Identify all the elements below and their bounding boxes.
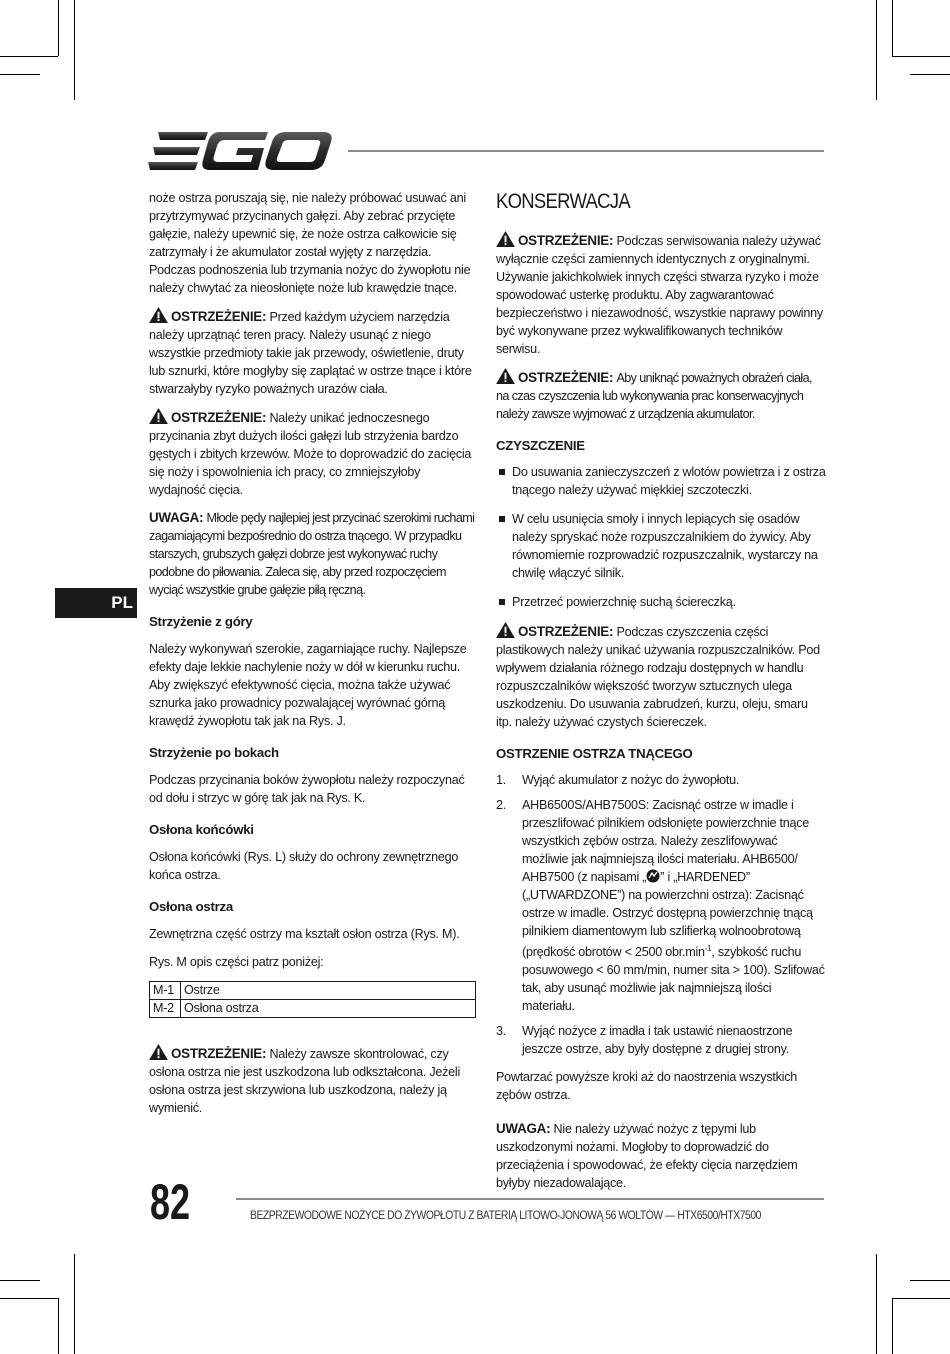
- crop-mark: [0, 56, 58, 57]
- table-row: [150, 982, 476, 1000]
- warning-paragraph: [496, 231, 826, 358]
- warning-label: OSTRZEŻENIE:: [171, 410, 267, 425]
- warning-triangle-icon: [496, 622, 515, 638]
- parts-table: [149, 981, 476, 1018]
- warning-paragraph: [149, 1044, 477, 1117]
- warning-label: OSTRZEŻENIE:: [518, 233, 614, 248]
- cleaning-list: [496, 463, 826, 611]
- subheading-blade-guard: Osłona ostrza: [149, 899, 233, 914]
- crop-mark: [0, 1298, 58, 1299]
- bullet-square-icon: [499, 516, 505, 522]
- hardened-symbol-icon: [646, 869, 660, 883]
- right-column: [496, 189, 826, 1202]
- subheading-side-trimming: Strzyżenie po bokach: [149, 745, 279, 760]
- crop-mark: [892, 1298, 893, 1354]
- list-item: [496, 463, 826, 499]
- step-number: 3.: [496, 1024, 507, 1039]
- crop-mark: [0, 1280, 40, 1281]
- warning-text: Podczas serwisowania należy używać wyłącznie części zamiennych identycznych z oryginalnymi. Używanie jakichkolwiek innych części stwarza ryzyko i może spowodować usterkę produktu. Aby zagwarantować bezpieczeństwo i niezawodność, wszystkie naprawy powinny być wykonywane przez wykwalifikowanych techników serwisu.: [496, 234, 823, 356]
- repeat-paragraph: Powtarzać powyższe kroki aż do naostrzenia wszystkich zębów ostrza.: [496, 1070, 798, 1103]
- warning-triangle-icon: [496, 368, 515, 384]
- crop-mark: [58, 0, 59, 56]
- warning-text: Należy unikać jednoczesnego przycinania zbyt dużych ilości gałęzi lub strzyżenia bardzo gęstych i zbitych krzewów. Może to doprowadzić do zacięcia się noży i spowolnienia ich pracy, co zmniejszyłoby wydajność cięcia.: [149, 411, 472, 497]
- part-code: M-1: [150, 982, 181, 1000]
- list-item-text: Przetrzeć powierzchnię suchą ściereczką.: [512, 595, 736, 609]
- note-text: Nie należy używać nożyc z tępymi lub uszkodzonymi nożami. Mogłoby to doprowadzić do przeciążenia i spowodować, że efekty cięcia narzędziem byłyby niezadowalające.: [496, 1122, 798, 1191]
- note-label: UWAGA:: [149, 510, 204, 525]
- bullet-square-icon: [499, 469, 505, 475]
- warning-text: Aby uniknąć poważnych obrażeń ciała, na czas czyszczenia lub wykonywania prac konserwacyjnych należy zawsze wyjmować z urządzenia akumulator.: [496, 371, 812, 421]
- step-number: 2.: [496, 798, 507, 812]
- warning-label: OSTRZEŻENIE:: [518, 370, 614, 385]
- intro-paragraph: noże ostrza poruszają się, nie należy próbować usuwać ani przytrzymywać przycinanych gałęzi. Aby zebrać przycięte gałęzie, należy upewnić się, że noże ostrza całkowicie się zatrzymały i że akumulator został wyjęty z narzędzia. Podczas podnoszenia lub trzymania nożyc do żywopłotu nie należy chwytać za nieosłonięte noże lub krawędzie tnące.: [149, 191, 471, 295]
- side-trimming-paragraph: Podczas przycinania boków żywopłotu należy rozpoczynać od dołu i strzyc w górę tak jak na Rys. K.: [149, 773, 465, 805]
- crop-mark: [910, 74, 950, 75]
- warning-label: OSTRZEŻENIE:: [171, 1046, 267, 1061]
- note-paragraph: [149, 509, 477, 599]
- section-title: KONSERWACJA: [496, 190, 630, 213]
- part-name: Osłona ostrza: [181, 1000, 476, 1018]
- step-text: , szybkość ruchu posuwowego < 60 mm/min, numer sita > 100). Szlifować tak, aby usunąć możliwie jak najmniejszą ilości materiału.: [522, 945, 825, 1014]
- warning-paragraph: [149, 307, 477, 398]
- crop-mark: [0, 74, 40, 75]
- warning-paragraph: [496, 622, 826, 731]
- crop-mark: [876, 1254, 877, 1354]
- header-rule: [348, 150, 824, 152]
- list-item: [496, 771, 826, 789]
- subheading-cleaning: CZYSZCZENIE: [496, 438, 585, 453]
- crop-mark: [74, 0, 75, 100]
- superscript: -1: [704, 944, 712, 953]
- step-text: Wyjąć nożyce z imadła i tak ustawić nienaostrzone jeszcze ostrze, aby były dostępne z drugiej strony.: [522, 1024, 793, 1057]
- warning-text: Podczas czyszczenia części plastikowych należy unikać używania rozpuszczalników. Pod wpływem działania różnego rodzaju dostępnych w handlu rozpuszczalników większość tworzyw sztucznych ulega uszkodzeniu. Do usuwania zabrudzeń, kurzu, oleju, smaru itp. należy używać czystych ściereczek.: [496, 625, 820, 729]
- crop-mark: [892, 56, 950, 57]
- warning-paragraph: [496, 368, 826, 423]
- footer-rule: [236, 1198, 824, 1200]
- list-item: [496, 593, 826, 611]
- table-row: [150, 1000, 476, 1018]
- step-text: ” i „HARDENED” („UTWARDZONE”) na powierzchni ostrza): Zacisnąć ostrze w imadle. Ostrzyć dostępną powierzchnię tnącą pilnikiem diamentowym lub szlifierką wolnoobrotową (prędkość obrotów < 2500 obr.min: [522, 870, 813, 960]
- step-text: Wyjąć akumulator z nożyc do żywopłotu.: [522, 773, 740, 787]
- language-tab-label: PL: [111, 593, 133, 612]
- crop-mark: [910, 1280, 950, 1281]
- crop-mark: [58, 1298, 59, 1354]
- top-trimming-paragraph: Należy wykonywań szerokie, zagarniające ruchy. Najlepsze efekty daje lekkie nachylenie noży w dół w kierunku ruchu. Aby zwiększyć efektywność cięcia, można także używać sznurka jako prowadnicy pozwalającej wyrównać górną krawędź żywopłotu tak jak na Rys. J.: [149, 642, 467, 728]
- list-item: [496, 510, 826, 582]
- note-text: Młode pędy najlepiej jest przycinać szerokimi ruchami zagarniającymi bezpośrednio do ostrza tnącego. W przypadku starszych, grubszych gałęzi dobrze jest wykonywać ruchy podobne do piłowania. Zaleca się, aby przed rozpoczęciem wyciąć wszystkie grube gałęzie piłą ręczną.: [149, 511, 475, 597]
- bullet-square-icon: [499, 599, 505, 605]
- note-paragraph: [496, 1120, 826, 1192]
- crop-mark: [74, 1254, 75, 1354]
- left-column: [149, 189, 477, 1127]
- note-label: UWAGA:: [496, 1121, 551, 1137]
- crop-mark: [892, 1298, 950, 1299]
- crop-mark: [892, 0, 893, 56]
- step-text: AHB6500S/AHB7500S: Zacisnąć ostrze w imadle i przeszlifować pilnikiem odsłonięte powierzchnie tnące wszystkich zębów ostrza. Należy zeszlifowywać możliwie jak najmniejszą ilości materiału. AHB6500/ AHB7500 (z napisami „: [522, 798, 810, 884]
- warning-triangle-icon: [149, 307, 168, 323]
- subheading-sharpening: OSTRZENIE OSTRZA TNĄCEGO: [496, 746, 693, 761]
- page-number: 82: [150, 1174, 191, 1230]
- list-item: [496, 796, 826, 1015]
- list-item: [496, 1022, 826, 1058]
- warning-text: Należy zawsze skontrolować, czy osłona ostrza nie jest uszkodzona lub odkształcona. Jeżeli osłona ostrza jest skrzywiona lub uszkodzona, należy ją wymienić.: [149, 1047, 461, 1115]
- warning-label: OSTRZEŻENIE:: [171, 309, 267, 324]
- ego-logo: [148, 128, 333, 174]
- language-tab: [55, 588, 137, 618]
- step-number: 1.: [496, 773, 507, 787]
- blade-guard-paragraph: Zewnętrzna część ostrzy ma kształt osłon ostrza (Rys. M).: [149, 927, 460, 941]
- part-code: M-2: [150, 1000, 181, 1018]
- warning-text: Przed każdym użyciem narzędzia należy uprzątnąć teren pracy. Należy usunąć z niego wszystkie przedmioty takie jak przewody, oświetlenie, druty lub sznurki, które mogłyby się zaplątać w ostrze tnące i które stwarzałyby ryzyko poważnych urazów ciała.: [149, 310, 472, 396]
- part-name: Ostrze: [181, 982, 476, 1000]
- list-item-text: W celu usunięcia smoły i innych lepiących się osadów należy spryskać noże rozpuszczalnikiem do żywicy. Aby równomiernie rozprowadzić rozpuszczalnik, wystarczy na chwilę włączyć silnik.: [512, 512, 818, 580]
- footer-text: BEZPRZEWODOWE NOŻYCE DO ŻYWOPŁOTU Z BATERIĄ LITOWO-JONOWĄ 56 WOLTÓW — HTX6500/HTX7500: [250, 1210, 761, 1222]
- list-item-text: Do usuwania zanieczyszczeń z wlotów powietrza i z ostrza tnącego należy używać miękkiej szczoteczki.: [512, 465, 826, 497]
- subheading-tip-guard: Osłona końcówki: [149, 822, 254, 837]
- warning-triangle-icon: [496, 231, 515, 247]
- blade-guard-reference: Rys. M opis części patrz poniżej:: [149, 955, 324, 969]
- subheading-top-trimming: Strzyżenie z góry: [149, 614, 253, 629]
- warning-triangle-icon: [149, 408, 168, 424]
- warning-triangle-icon: [149, 1044, 168, 1060]
- sharpening-steps: [496, 771, 826, 1058]
- warning-paragraph: [149, 408, 477, 499]
- warning-label: OSTRZEŻENIE:: [518, 624, 614, 639]
- tip-guard-paragraph: Osłona końcówki (Rys. L) służy do ochrony zewnętrznego końca ostrza.: [149, 850, 459, 882]
- crop-mark: [876, 0, 877, 100]
